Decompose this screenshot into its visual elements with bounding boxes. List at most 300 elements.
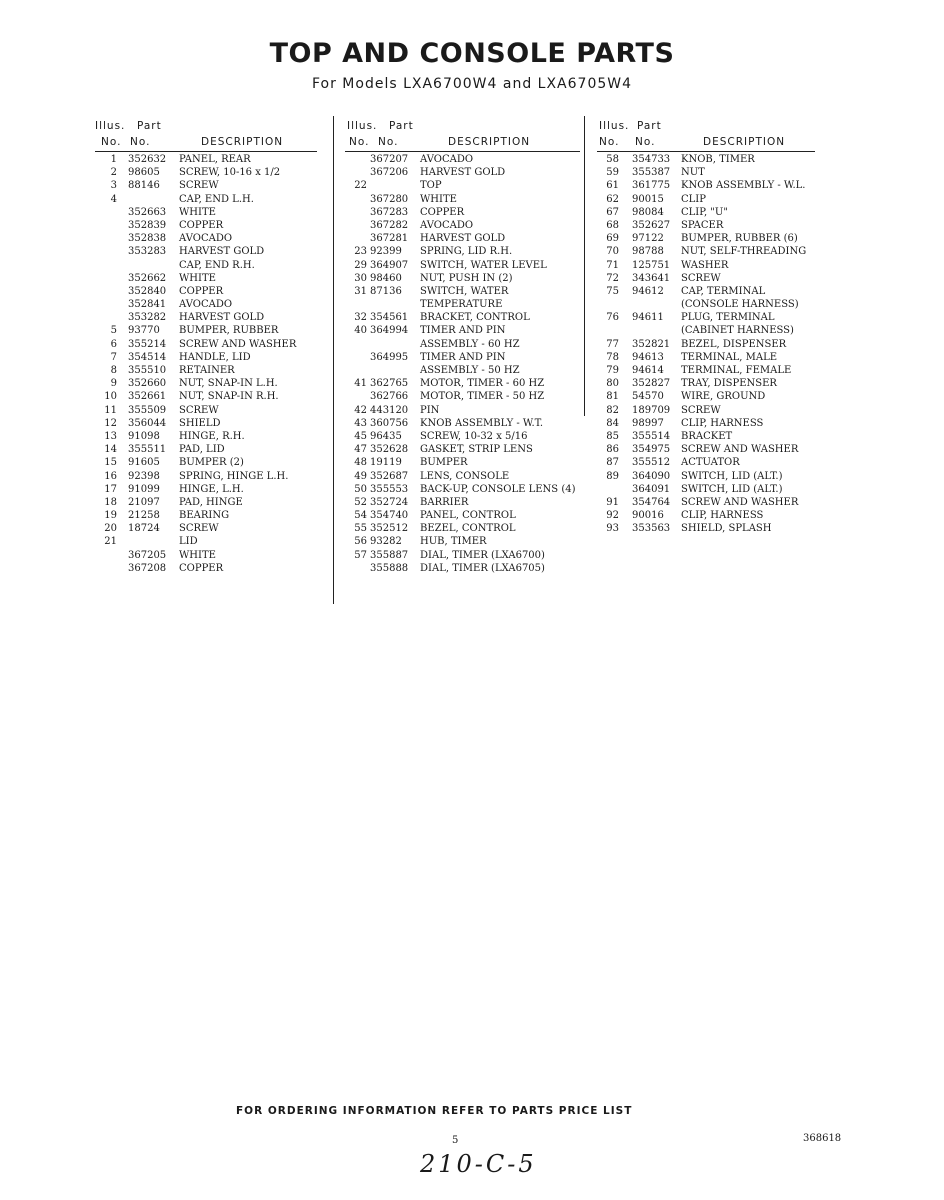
part-number: 360756 <box>370 417 409 429</box>
part-description: COPPER <box>179 285 224 297</box>
illus-number: 22 <box>354 180 367 192</box>
part-number: 352627 <box>632 219 671 231</box>
illus-number: 77 <box>606 338 619 350</box>
part-row <box>597 299 815 312</box>
part-number: 97122 <box>632 233 664 245</box>
part-description: PLUG, TERMINAL <box>681 312 775 324</box>
handwritten-note: 210-C-5 <box>420 1150 537 1178</box>
illus-number: 12 <box>104 417 117 429</box>
part-description: NUT, SNAP-IN R.H. <box>179 391 279 403</box>
part-number: 362766 <box>370 391 409 403</box>
part-row <box>345 154 580 167</box>
parts-column-3 <box>597 116 815 536</box>
part-description: HANDLE, LID <box>179 351 251 363</box>
part-row <box>345 510 580 523</box>
part-description: AVOCADO <box>420 219 474 231</box>
part-row <box>95 233 317 246</box>
part-row <box>597 471 815 484</box>
part-row <box>95 391 317 404</box>
illus-number: 43 <box>354 417 367 429</box>
description-header: DESCRIPTION <box>448 136 531 148</box>
part-description: SCREW AND WASHER <box>681 496 799 508</box>
illus-number: 3 <box>110 180 117 192</box>
part-row <box>345 194 580 207</box>
part-row <box>95 405 317 418</box>
parts-column-2 <box>345 116 580 576</box>
part-row <box>597 220 815 233</box>
part-row <box>597 418 815 431</box>
part-row <box>345 523 580 536</box>
illus-number: 21 <box>104 536 117 548</box>
part-row <box>597 325 815 338</box>
part-number: 94613 <box>632 351 664 363</box>
part-number: 355214 <box>128 338 167 350</box>
part-row <box>597 484 815 497</box>
part-description: WASHER <box>681 259 729 271</box>
part-number: 364091 <box>632 483 671 495</box>
part-row <box>597 246 815 259</box>
page-subtitle: For Models LXA6700W4 and LXA6705W4 <box>311 76 633 92</box>
illus-number: 11 <box>104 404 117 416</box>
part-row <box>345 233 580 246</box>
part-description: PAD, LID <box>179 444 225 456</box>
part-description: PANEL, CONTROL <box>420 510 516 522</box>
part-description: LID <box>179 536 198 548</box>
part-description: SHIELD, SPLASH <box>681 523 772 535</box>
illus-number: 81 <box>606 391 619 403</box>
part-description: NUT, PUSH IN (2) <box>420 272 513 284</box>
part-row <box>345 484 580 497</box>
column-header <box>345 116 580 154</box>
part-description: HARVEST GOLD <box>179 312 265 324</box>
illus-number: 92 <box>606 510 619 522</box>
illus-number: 68 <box>606 219 619 231</box>
part-number: 362765 <box>370 378 409 390</box>
illus-number: 23 <box>354 246 367 258</box>
part-row <box>597 523 815 536</box>
part-description: SWITCH, WATER LEVEL <box>420 259 547 271</box>
part-row <box>95 220 317 233</box>
part-number: 354975 <box>632 444 671 456</box>
ordering-note: FOR ORDERING INFORMATION REFER TO PARTS PRICE LIST <box>236 1105 633 1117</box>
page-number: 5 <box>452 1135 459 1146</box>
part-number: 354764 <box>632 496 671 508</box>
part-row <box>95 339 317 352</box>
part-number: 352662 <box>128 272 167 284</box>
part-number: 91099 <box>128 483 160 495</box>
part-number: 354514 <box>128 351 167 363</box>
part-row <box>95 246 317 259</box>
part-number: 354561 <box>370 312 409 324</box>
illus-number: 41 <box>354 378 367 390</box>
part-description: PANEL, REAR <box>179 154 251 165</box>
part-header: Part <box>637 120 662 132</box>
part-row <box>345 444 580 457</box>
part-number: 352821 <box>632 338 671 350</box>
part-number: 18724 <box>128 523 160 535</box>
part-row <box>345 391 580 404</box>
part-number: 355509 <box>128 404 167 416</box>
part-number: 352663 <box>128 206 167 218</box>
illus-number: 14 <box>104 444 117 456</box>
illus-number: 61 <box>606 180 619 192</box>
part-description: BEZEL, DISPENSER <box>681 338 787 350</box>
part-header: Part <box>137 120 162 132</box>
part-number: 352839 <box>128 219 167 231</box>
part-row <box>95 352 317 365</box>
illus-number: 18 <box>104 496 117 508</box>
illus-number: 10 <box>104 391 117 403</box>
illus-number: 75 <box>606 285 619 297</box>
illus-number: 2 <box>110 167 117 179</box>
illus-number: 58 <box>606 154 619 165</box>
part-row <box>597 497 815 510</box>
part-row <box>345 220 580 233</box>
part-description: SWITCH, LID (ALT.) <box>681 483 783 495</box>
part-description: CAP, TERMINAL <box>681 285 766 297</box>
illus-header: Illus. <box>599 120 630 132</box>
part-row <box>597 457 815 470</box>
illus-number: 56 <box>354 536 367 548</box>
illus-number: 4 <box>110 193 117 205</box>
part-number: 354733 <box>632 154 671 165</box>
part-row <box>597 180 815 193</box>
illus-number: 87 <box>606 457 619 469</box>
part-row <box>95 207 317 220</box>
part-description: SCREW <box>681 272 721 284</box>
part-description: CLIP, HARNESS <box>681 510 764 522</box>
part-row <box>95 154 317 167</box>
part-description: BRACKET <box>681 430 733 442</box>
part-row <box>345 286 580 299</box>
part-description: WHITE <box>179 272 216 284</box>
part-row <box>345 273 580 286</box>
part-description: AVOCADO <box>179 233 233 245</box>
part-row <box>95 325 317 338</box>
parts-column-1 <box>95 116 317 576</box>
part-description: WHITE <box>420 193 457 205</box>
illus-number: 80 <box>606 378 619 390</box>
part-number: 352661 <box>128 391 167 403</box>
part-description: (CABINET HARNESS) <box>681 325 794 337</box>
part-row <box>95 299 317 312</box>
part-number: 355887 <box>370 549 409 561</box>
illus-number: 67 <box>606 206 619 218</box>
part-number: 92398 <box>128 470 160 482</box>
illus-number: 5 <box>110 325 117 337</box>
illus-number: 79 <box>606 365 619 376</box>
part-row <box>95 365 317 378</box>
part-description: GASKET, STRIP LENS <box>420 444 533 456</box>
parts-list <box>95 154 317 576</box>
part-number: 364994 <box>370 325 409 337</box>
illus-number: 49 <box>354 470 367 482</box>
part-number: 443120 <box>370 404 409 416</box>
part-number: 353283 <box>128 246 167 258</box>
part-description: COPPER <box>179 562 224 574</box>
page-title: TOP AND CONSOLE PARTS <box>269 38 675 69</box>
part-number: 355888 <box>370 562 409 574</box>
part-description: SCREW <box>681 404 721 416</box>
header-rule <box>597 151 815 152</box>
part-number: 352687 <box>370 470 409 482</box>
illus-number: 6 <box>110 338 117 350</box>
part-number: 367207 <box>370 154 409 165</box>
illus-number: 72 <box>606 272 619 284</box>
part-number: 352632 <box>128 154 167 165</box>
part-row <box>597 444 815 457</box>
illus-number: 8 <box>110 365 117 376</box>
part-description: PAD, HINGE <box>179 496 243 508</box>
part-row <box>95 457 317 470</box>
part-row <box>345 207 580 220</box>
part-row <box>95 563 317 576</box>
part-row <box>95 378 317 391</box>
part-description: CLIP <box>681 193 706 205</box>
illus-number: 85 <box>606 430 619 442</box>
illus-number: 93 <box>606 523 619 535</box>
part-row <box>345 339 580 352</box>
part-description: TERMINAL, FEMALE <box>681 365 792 376</box>
part-description: HARVEST GOLD <box>420 167 506 179</box>
part-no-header: No. <box>635 136 656 148</box>
part-description: TEMPERATURE <box>420 299 503 311</box>
illus-number: 16 <box>104 470 117 482</box>
part-number: 356044 <box>128 417 167 429</box>
part-row <box>345 260 580 273</box>
part-description: COPPER <box>420 206 465 218</box>
part-number: 352840 <box>128 285 167 297</box>
column-header <box>95 116 317 154</box>
illus-number: 55 <box>354 523 367 535</box>
part-number: 353282 <box>128 312 167 324</box>
part-number: 355553 <box>370 483 409 495</box>
part-row <box>345 497 580 510</box>
part-description: TRAY, DISPENSER <box>681 378 777 390</box>
illus-number: 71 <box>606 259 619 271</box>
part-description: CAP, END R.H. <box>179 259 255 271</box>
part-number: 98788 <box>632 246 664 258</box>
part-description: SWITCH, WATER <box>420 285 509 297</box>
part-number: 355387 <box>632 167 671 179</box>
part-description: SPACER <box>681 219 724 231</box>
part-number: 352827 <box>632 378 671 390</box>
part-description: BEARING <box>179 510 230 522</box>
part-description: HINGE, L.H. <box>179 483 244 495</box>
illus-number: 54 <box>354 510 367 522</box>
part-row <box>597 339 815 352</box>
part-number: 94612 <box>632 285 664 297</box>
part-row <box>95 471 317 484</box>
description-header: DESCRIPTION <box>201 136 284 148</box>
column-divider <box>584 116 585 416</box>
part-row <box>597 273 815 286</box>
part-number: 364090 <box>632 470 671 482</box>
part-number: 364995 <box>370 351 409 363</box>
part-row <box>95 194 317 207</box>
part-number: 367282 <box>370 219 409 231</box>
part-description: HUB, TIMER <box>420 536 487 548</box>
part-number: 343641 <box>632 272 671 284</box>
part-description: BARRIER <box>420 496 469 508</box>
part-description: AVOCADO <box>420 154 474 165</box>
illus-number: 59 <box>606 167 619 179</box>
illus-number: 7 <box>110 351 117 363</box>
part-description: BEZEL, CONTROL <box>420 523 516 535</box>
part-description: TERMINAL, MALE <box>681 351 778 363</box>
document-number: 368618 <box>803 1133 842 1144</box>
illus-number: 69 <box>606 233 619 245</box>
part-row <box>597 194 815 207</box>
part-row <box>345 365 580 378</box>
header-rule <box>95 151 317 152</box>
illus-number: 17 <box>104 483 117 495</box>
illus-number: 48 <box>354 457 367 469</box>
part-row <box>95 444 317 457</box>
part-number: 353563 <box>632 523 671 535</box>
part-description: SWITCH, LID (ALT.) <box>681 470 783 482</box>
part-description: SCREW <box>179 404 219 416</box>
part-number: 87136 <box>370 285 402 297</box>
part-description: BRACKET, CONTROL <box>420 312 530 324</box>
part-row <box>345 405 580 418</box>
illus-number: 70 <box>606 246 619 258</box>
part-description: LENS, CONSOLE <box>420 470 510 482</box>
illus-number: 62 <box>606 193 619 205</box>
illus-number: 9 <box>110 378 117 390</box>
illus-number: 50 <box>354 483 367 495</box>
part-description: TIMER AND PIN <box>420 325 506 337</box>
part-row <box>95 167 317 180</box>
part-number: 367208 <box>128 562 167 574</box>
illus-number: 29 <box>354 259 367 271</box>
part-row <box>345 167 580 180</box>
part-row <box>597 352 815 365</box>
part-row <box>597 365 815 378</box>
part-description: SPRING, HINGE L.H. <box>179 470 289 482</box>
part-row <box>95 418 317 431</box>
part-description: AVOCADO <box>179 299 233 311</box>
part-number: 92399 <box>370 246 402 258</box>
part-description: CLIP, HARNESS <box>681 417 764 429</box>
part-row <box>597 510 815 523</box>
part-description: MOTOR, TIMER - 60 HZ <box>420 378 545 390</box>
part-no-header: No. <box>130 136 151 148</box>
part-number: 93770 <box>128 325 160 337</box>
part-row <box>345 352 580 365</box>
part-description: WHITE <box>179 206 216 218</box>
column-divider <box>333 116 334 604</box>
part-number: 367280 <box>370 193 409 205</box>
part-description: COPPER <box>179 219 224 231</box>
part-number: 352841 <box>128 299 167 311</box>
part-number: 94614 <box>632 365 664 376</box>
illus-header: Illus. <box>95 120 126 132</box>
part-no-header: No. <box>378 136 399 148</box>
part-number: 189709 <box>632 404 671 416</box>
part-description: RETAINER <box>179 365 235 376</box>
part-number: 352660 <box>128 378 167 390</box>
part-description: HINGE, R.H. <box>179 430 245 442</box>
illus-number: 89 <box>606 470 619 482</box>
part-description: TOP <box>420 180 442 192</box>
part-description: HARVEST GOLD <box>179 246 265 258</box>
part-row <box>345 246 580 259</box>
part-description: SCREW, 10-16 x 1/2 <box>179 167 281 179</box>
illus-no-header: No. <box>599 136 620 148</box>
part-number: 355510 <box>128 365 167 376</box>
part-row <box>345 418 580 431</box>
part-description: SCREW <box>179 180 219 192</box>
part-number: 125751 <box>632 259 671 271</box>
part-row <box>345 471 580 484</box>
part-row <box>597 378 815 391</box>
illus-number: 52 <box>354 496 367 508</box>
illus-no-header: No. <box>349 136 370 148</box>
part-number: 367283 <box>370 206 409 218</box>
part-number: 21097 <box>128 496 160 508</box>
part-number: 352628 <box>370 444 409 456</box>
part-description: WIRE, GROUND <box>681 391 766 403</box>
part-number: 90016 <box>632 510 664 522</box>
part-number: 91605 <box>128 457 160 469</box>
illus-number: 91 <box>606 496 619 508</box>
part-description: TIMER AND PIN <box>420 351 506 363</box>
part-number: 19119 <box>370 457 402 469</box>
part-number: 355512 <box>632 457 671 469</box>
part-row <box>95 484 317 497</box>
part-row <box>345 378 580 391</box>
part-number: 54570 <box>632 391 664 403</box>
part-description: ASSEMBLY - 60 HZ <box>420 338 520 350</box>
part-description: BUMPER (2) <box>179 457 244 469</box>
illus-number: 45 <box>354 430 367 442</box>
illus-number: 84 <box>606 417 619 429</box>
part-description: NUT, SELF-THREADING <box>681 246 807 258</box>
part-description: ASSEMBLY - 50 HZ <box>420 365 520 376</box>
part-number: 352724 <box>370 496 409 508</box>
part-number: 361775 <box>632 180 671 192</box>
part-description: SCREW AND WASHER <box>179 338 297 350</box>
part-row <box>95 536 317 549</box>
part-description: SHIELD <box>179 417 221 429</box>
part-number: 98997 <box>632 417 664 429</box>
part-row <box>597 286 815 299</box>
part-row <box>345 299 580 312</box>
part-row <box>345 312 580 325</box>
illus-number: 76 <box>606 312 619 324</box>
part-number: 94611 <box>632 312 664 324</box>
part-number: 367205 <box>128 549 167 561</box>
illus-number: 82 <box>606 404 619 416</box>
part-description: PIN <box>420 404 440 416</box>
part-row <box>597 260 815 273</box>
part-description: BACK-UP, CONSOLE LENS (4) <box>420 483 576 495</box>
illus-number: 86 <box>606 444 619 456</box>
part-row <box>95 286 317 299</box>
part-number: 367206 <box>370 167 409 179</box>
part-row <box>597 391 815 404</box>
part-row <box>95 550 317 563</box>
part-description: ACTUATOR <box>681 457 740 469</box>
part-description: MOTOR, TIMER - 50 HZ <box>420 391 545 403</box>
part-number: 355514 <box>632 430 671 442</box>
part-row <box>597 207 815 220</box>
part-row <box>95 260 317 273</box>
part-row <box>95 273 317 286</box>
part-description: BUMPER <box>420 457 468 469</box>
illus-number: 57 <box>354 549 367 561</box>
